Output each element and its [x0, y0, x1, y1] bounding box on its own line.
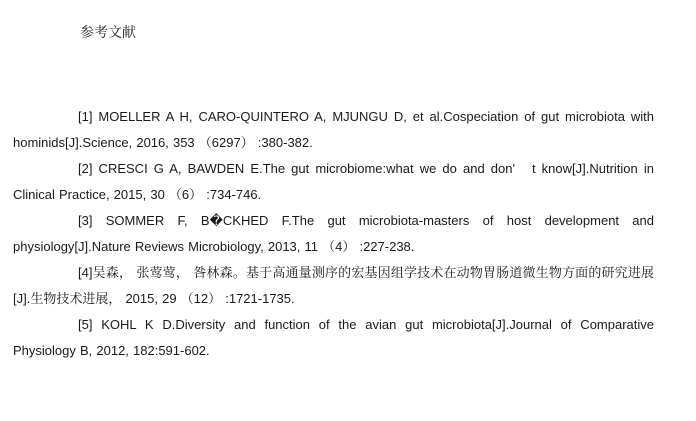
reference-item: [1] MOELLER A H, CARO-QUINTERO A, MJUNGU D, et al.Cospeciation of gut microbiota with hominids[J].Science, 2016, 353 （6297） :380-382. [13, 109, 654, 150]
references-heading: 参考文献 [80, 24, 136, 40]
reference-item: [4]吴森， 张莺莺， 咎林森。基于高通量测序的宏基因组学技术在动物胃肠道微生物方面的研究进展[J].生物技术进展， 2015, 29 （12） :1721-1735. [13, 265, 654, 306]
reference-item: [5] KOHL K D.Diversity and function of the avian gut microbiota[J].Journal of Comparative Physiology B, 2012, 182:591-602. [13, 317, 654, 358]
reference-list [13, 104, 654, 364]
reference-item: [3] SOMMER F, B�CKHED F.The gut microbiota-masters of host development and physiology[J].Nature Reviews Microbiology, 2013, 11 （4） :227-238. [13, 213, 654, 254]
reference-item: [2] CRESCI G A, BAWDEN E.The gut microbiome:what we do and don' t know[J].Nutrition in Clinical Practice, 2015, 30 （6） :734-746. [13, 161, 654, 202]
